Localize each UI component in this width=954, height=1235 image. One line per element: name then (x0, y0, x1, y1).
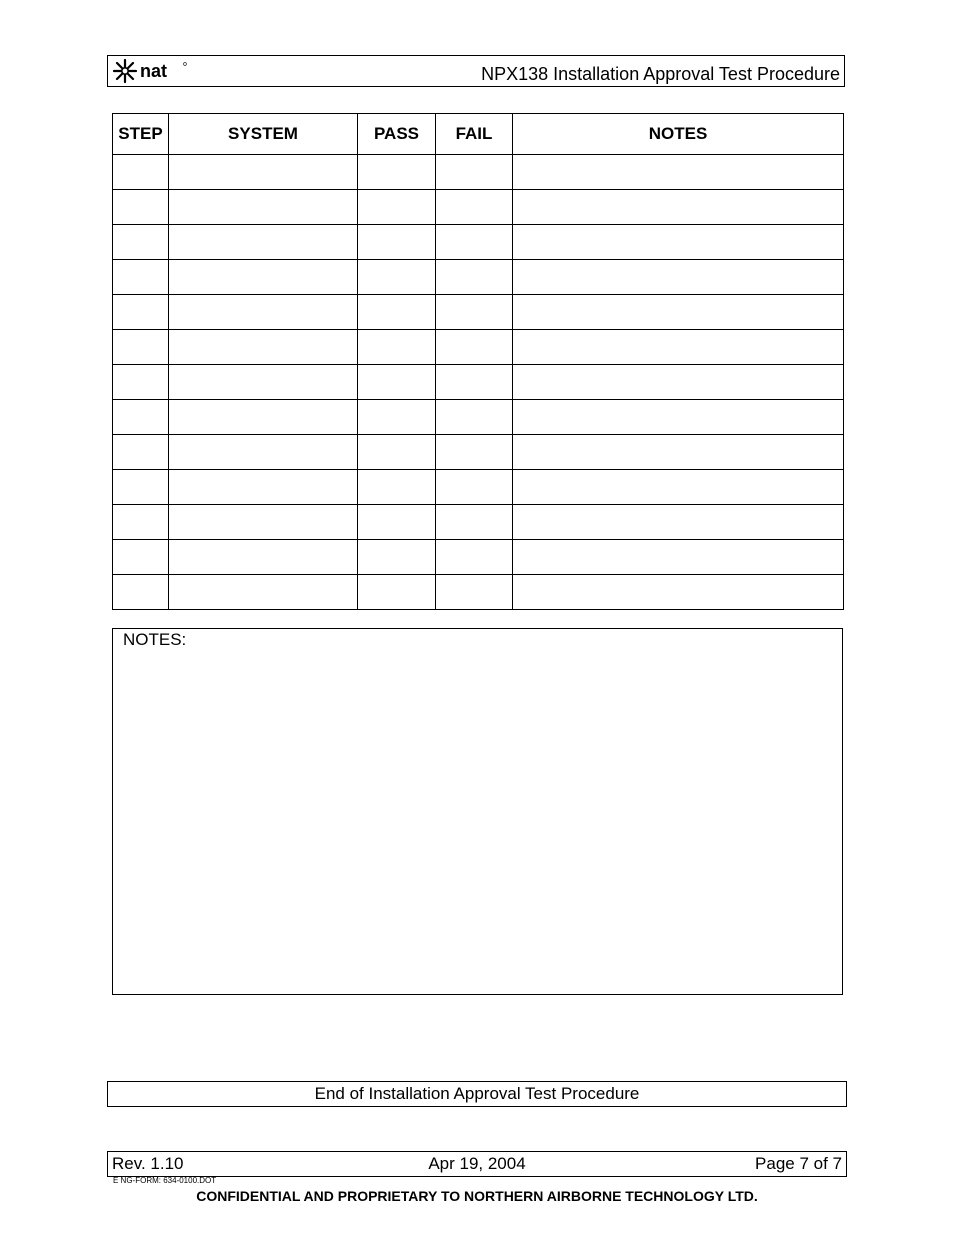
cell-system (169, 470, 358, 505)
cell-notes (513, 575, 844, 610)
cell-notes (513, 155, 844, 190)
page-header (107, 55, 845, 87)
notes-label: NOTES: (123, 630, 187, 649)
cell-fail (436, 365, 513, 400)
cell-fail (436, 505, 513, 540)
cell-pass (358, 575, 436, 610)
table-row (113, 575, 844, 610)
cell-notes (513, 365, 844, 400)
cell-pass (358, 330, 436, 365)
cell-step (113, 330, 169, 365)
column-header-pass: PASS (358, 114, 436, 155)
cell-fail (436, 155, 513, 190)
column-header-system: SYSTEM (169, 114, 358, 155)
document-title: NPX138 Installation Approval Test Procedure (481, 64, 840, 84)
cell-system (169, 330, 358, 365)
table-row (113, 365, 844, 400)
cell-pass (358, 295, 436, 330)
notes-box (112, 628, 843, 995)
nat-logo (112, 58, 192, 84)
cell-system (169, 575, 358, 610)
confidential-notice: CONFIDENTIAL AND PROPRIETARY TO NORTHERN AIRBORNE TECHNOLOGY LTD. (196, 1188, 758, 1204)
cell-step (113, 225, 169, 260)
revision-number: Rev. 1.10 (112, 1154, 184, 1173)
cell-system (169, 400, 358, 435)
cell-step (113, 470, 169, 505)
cell-pass (358, 225, 436, 260)
cell-system (169, 540, 358, 575)
column-header-notes: NOTES (513, 114, 844, 155)
cell-step (113, 155, 169, 190)
cell-pass (358, 435, 436, 470)
table-row (113, 260, 844, 295)
table-row (113, 540, 844, 575)
table-row (113, 155, 844, 190)
page-footer (107, 1151, 847, 1177)
cell-notes (513, 470, 844, 505)
cell-pass (358, 190, 436, 225)
table-row (113, 435, 844, 470)
cell-step (113, 540, 169, 575)
table-body (113, 155, 844, 610)
table-row (113, 330, 844, 365)
logo-wordmark: nat (140, 61, 167, 81)
form-id: E NG-FORM: 634-0100.DOT (113, 1176, 217, 1185)
cell-fail (436, 400, 513, 435)
table-row (113, 225, 844, 260)
column-header-fail: FAIL (436, 114, 513, 155)
cell-pass (358, 260, 436, 295)
cell-notes (513, 400, 844, 435)
cell-system (169, 505, 358, 540)
cell-fail (436, 260, 513, 295)
cell-step (113, 505, 169, 540)
cell-notes (513, 260, 844, 295)
cell-notes (513, 330, 844, 365)
cell-fail (436, 435, 513, 470)
table-row (113, 470, 844, 505)
cell-fail (436, 575, 513, 610)
cell-system (169, 435, 358, 470)
cell-fail (436, 470, 513, 505)
cell-notes (513, 540, 844, 575)
cell-step (113, 400, 169, 435)
cell-pass (358, 365, 436, 400)
cell-system (169, 260, 358, 295)
cell-fail (436, 295, 513, 330)
end-of-procedure-banner: End of Installation Approval Test Procedure (107, 1081, 847, 1107)
cell-fail (436, 330, 513, 365)
cell-system (169, 190, 358, 225)
table-header-row (113, 114, 844, 155)
cell-step (113, 295, 169, 330)
cell-notes (513, 435, 844, 470)
cell-pass (358, 470, 436, 505)
cell-system (169, 155, 358, 190)
cell-system (169, 295, 358, 330)
cell-notes (513, 505, 844, 540)
cell-pass (358, 155, 436, 190)
page-number: Page 7 of 7 (755, 1154, 842, 1173)
table-row (113, 190, 844, 225)
cell-notes (513, 190, 844, 225)
cell-fail (436, 540, 513, 575)
cell-pass (358, 400, 436, 435)
column-header-step: STEP (113, 114, 169, 155)
table-row (113, 400, 844, 435)
cell-pass (358, 540, 436, 575)
table-row (113, 505, 844, 540)
revision-date: Apr 19, 2004 (428, 1154, 526, 1173)
cell-step (113, 435, 169, 470)
cell-step (113, 365, 169, 400)
cell-fail (436, 225, 513, 260)
test-steps-table (112, 113, 844, 610)
cell-notes (513, 225, 844, 260)
cell-system (169, 365, 358, 400)
table-row (113, 295, 844, 330)
cell-step (113, 575, 169, 610)
cell-pass (358, 505, 436, 540)
cell-step (113, 190, 169, 225)
cell-notes (513, 295, 844, 330)
cell-step (113, 260, 169, 295)
cell-system (169, 225, 358, 260)
cell-fail (436, 190, 513, 225)
